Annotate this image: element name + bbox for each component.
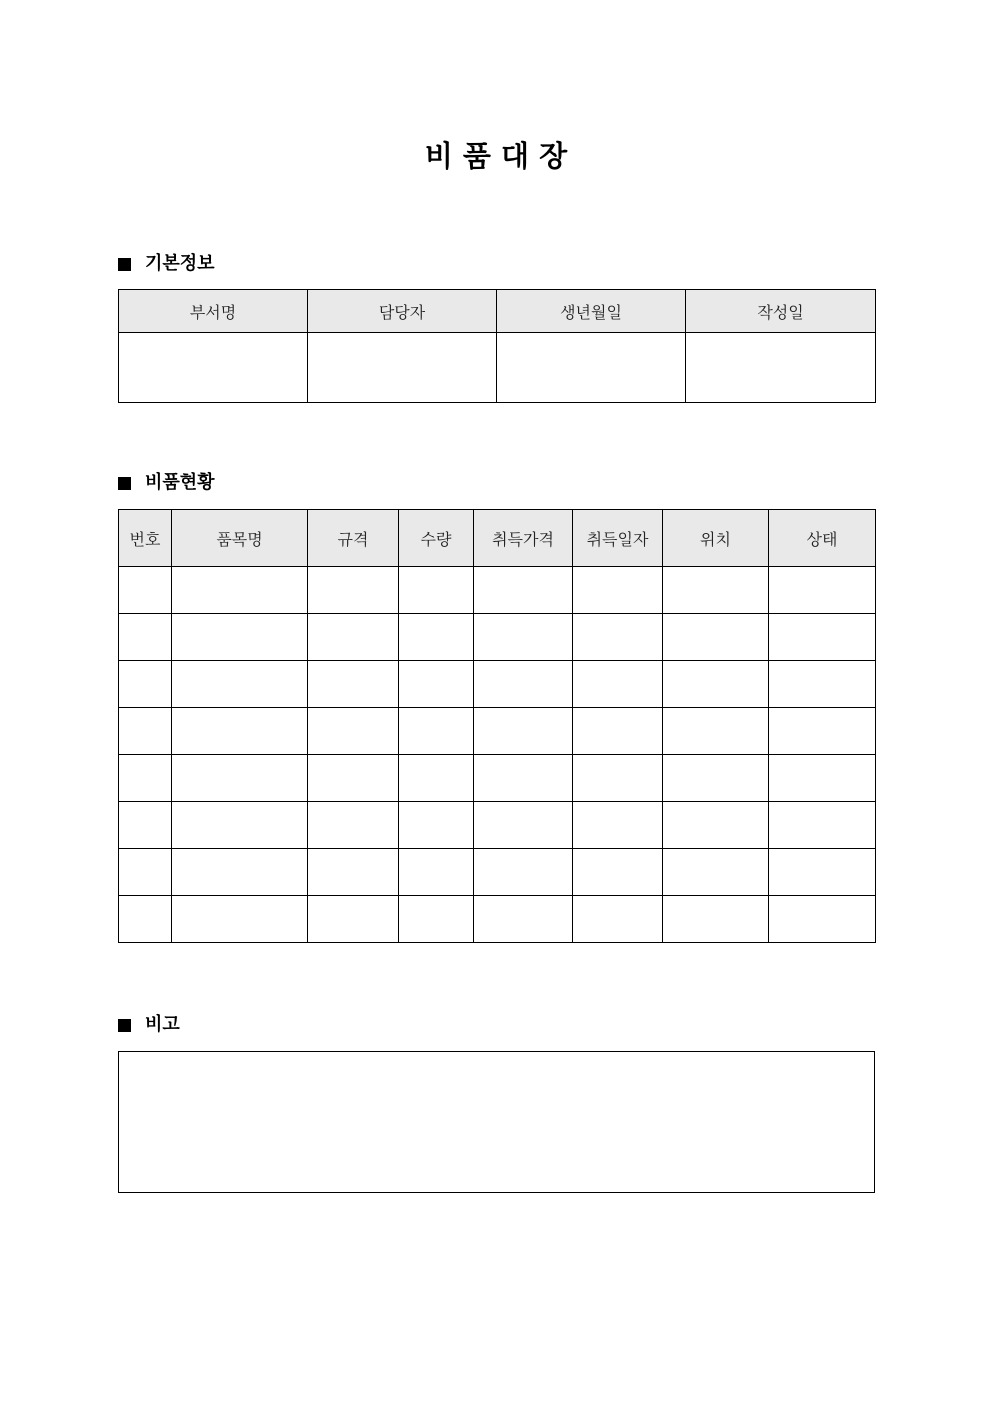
table-row	[119, 661, 876, 708]
spec-cell[interactable]	[308, 567, 399, 614]
item-name-cell[interactable]	[172, 802, 308, 849]
date-cell[interactable]	[573, 849, 663, 896]
column-header-location: 위치	[663, 510, 769, 567]
section-heading-label: 비고	[145, 1014, 180, 1035]
price-cell[interactable]	[474, 755, 573, 802]
item-name-cell[interactable]	[172, 567, 308, 614]
spec-cell[interactable]	[308, 708, 399, 755]
table-row	[119, 567, 876, 614]
price-cell[interactable]	[474, 896, 573, 943]
location-cell[interactable]	[663, 567, 769, 614]
price-cell[interactable]	[474, 802, 573, 849]
section-heading-label: 비품현황	[145, 472, 215, 493]
column-header-acquisition-date: 취득일자	[573, 510, 663, 567]
spec-cell[interactable]	[308, 661, 399, 708]
status-cell[interactable]	[769, 708, 876, 755]
quantity-cell[interactable]	[399, 567, 474, 614]
document-title: 비 품 대 장	[424, 139, 568, 173]
quantity-cell[interactable]	[399, 896, 474, 943]
date-cell[interactable]	[573, 614, 663, 661]
square-bullet-icon	[118, 1019, 131, 1032]
quantity-cell[interactable]	[399, 661, 474, 708]
status-cell[interactable]	[769, 567, 876, 614]
date-cell[interactable]	[573, 708, 663, 755]
spec-cell[interactable]	[308, 896, 399, 943]
status-cell[interactable]	[769, 755, 876, 802]
location-cell[interactable]	[663, 849, 769, 896]
quantity-cell[interactable]	[399, 614, 474, 661]
quantity-cell[interactable]	[399, 849, 474, 896]
date-cell[interactable]	[573, 567, 663, 614]
column-header-department: 부서명	[119, 290, 308, 333]
written-date-field[interactable]	[686, 333, 876, 403]
section-heading-label: 기본정보	[145, 253, 215, 274]
table-row	[119, 802, 876, 849]
item-name-cell[interactable]	[172, 614, 308, 661]
table-header-row	[119, 510, 876, 567]
table-row	[119, 755, 876, 802]
status-cell[interactable]	[769, 896, 876, 943]
manager-field[interactable]	[308, 333, 497, 403]
table-header-row	[119, 290, 876, 333]
spec-cell[interactable]	[308, 755, 399, 802]
number-cell[interactable]	[119, 802, 172, 849]
column-header-manager: 담당자	[308, 290, 497, 333]
table-row	[119, 849, 876, 896]
price-cell[interactable]	[474, 708, 573, 755]
location-cell[interactable]	[663, 755, 769, 802]
date-cell[interactable]	[573, 802, 663, 849]
status-cell[interactable]	[769, 849, 876, 896]
column-header-written-date: 작성일	[686, 290, 876, 333]
column-header-status: 상태	[769, 510, 876, 567]
basic-info-table	[118, 289, 876, 403]
item-name-cell[interactable]	[172, 661, 308, 708]
number-cell[interactable]	[119, 661, 172, 708]
column-header-acquisition-price: 취득가격	[474, 510, 573, 567]
column-header-number: 번호	[119, 510, 172, 567]
date-cell[interactable]	[573, 896, 663, 943]
status-cell[interactable]	[769, 802, 876, 849]
item-name-cell[interactable]	[172, 849, 308, 896]
square-bullet-icon	[118, 258, 131, 271]
date-cell[interactable]	[573, 661, 663, 708]
table-row	[119, 614, 876, 661]
item-name-cell[interactable]	[172, 896, 308, 943]
spec-cell[interactable]	[308, 849, 399, 896]
price-cell[interactable]	[474, 614, 573, 661]
section-heading-items	[118, 471, 215, 495]
number-cell[interactable]	[119, 614, 172, 661]
column-header-spec: 규격	[308, 510, 399, 567]
quantity-cell[interactable]	[399, 708, 474, 755]
status-cell[interactable]	[769, 614, 876, 661]
birthdate-field[interactable]	[497, 333, 686, 403]
number-cell[interactable]	[119, 708, 172, 755]
location-cell[interactable]	[663, 802, 769, 849]
table-row	[119, 896, 876, 943]
location-cell[interactable]	[663, 896, 769, 943]
spec-cell[interactable]	[308, 614, 399, 661]
number-cell[interactable]	[119, 755, 172, 802]
spec-cell[interactable]	[308, 802, 399, 849]
location-cell[interactable]	[663, 614, 769, 661]
number-cell[interactable]	[119, 567, 172, 614]
price-cell[interactable]	[474, 567, 573, 614]
date-cell[interactable]	[573, 755, 663, 802]
number-cell[interactable]	[119, 896, 172, 943]
table-row	[119, 708, 876, 755]
quantity-cell[interactable]	[399, 802, 474, 849]
column-header-quantity: 수량	[399, 510, 474, 567]
location-cell[interactable]	[663, 708, 769, 755]
column-header-item-name: 품목명	[172, 510, 308, 567]
table-row	[119, 333, 876, 403]
quantity-cell[interactable]	[399, 755, 474, 802]
section-heading-remarks	[118, 1013, 180, 1037]
remarks-field[interactable]	[118, 1051, 875, 1193]
item-name-cell[interactable]	[172, 755, 308, 802]
column-header-birthdate: 생년월일	[497, 290, 686, 333]
item-name-cell[interactable]	[172, 708, 308, 755]
price-cell[interactable]	[474, 661, 573, 708]
items-table	[118, 509, 876, 943]
status-cell[interactable]	[769, 661, 876, 708]
section-heading-basic-info	[118, 252, 215, 276]
department-field[interactable]	[119, 333, 308, 403]
square-bullet-icon	[118, 477, 131, 490]
location-cell[interactable]	[663, 661, 769, 708]
price-cell[interactable]	[474, 849, 573, 896]
items-table-body	[119, 567, 876, 943]
number-cell[interactable]	[119, 849, 172, 896]
